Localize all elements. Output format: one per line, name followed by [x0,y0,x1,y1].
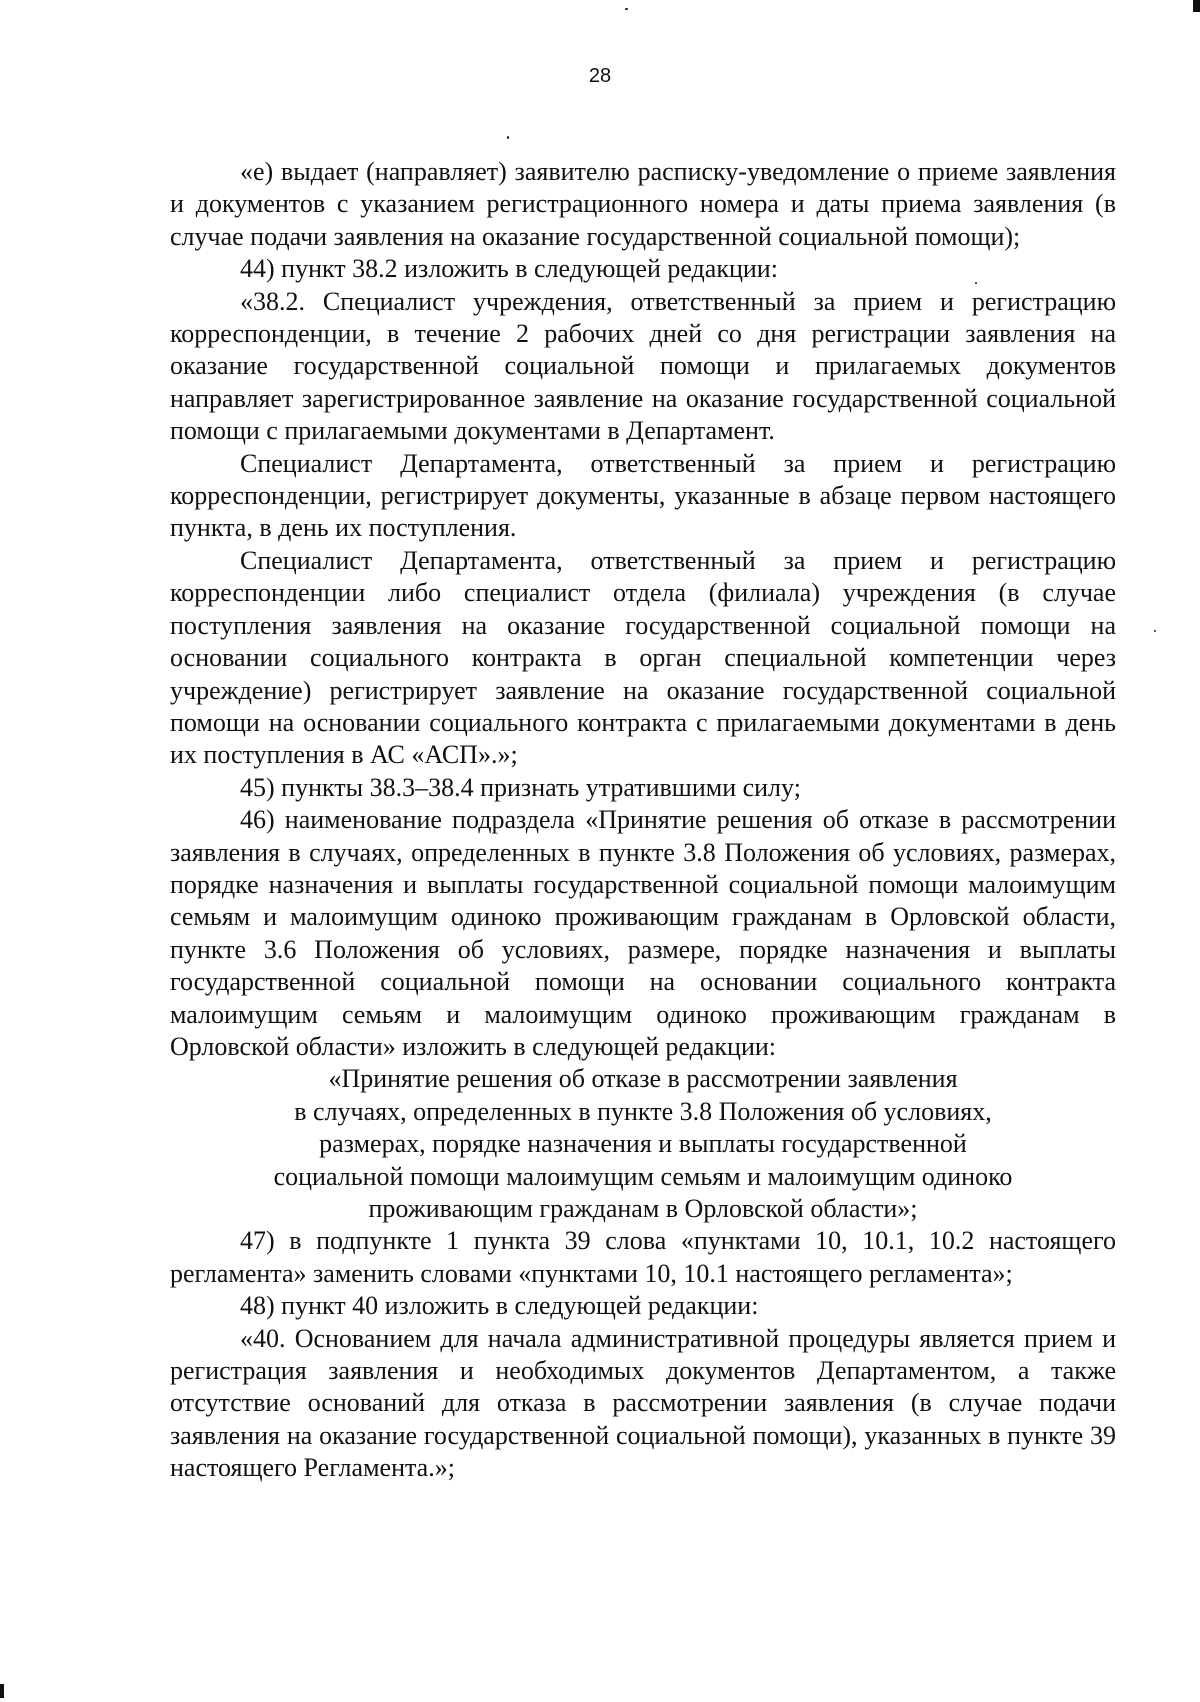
paragraph-38-2: «38.2. Специалист учреждения, ответственный за прием и регистрацию корреспонденции, в течение 2 рабочих дней со дня регистрации заявления на оказание государственной социальной помощи и прилагаемых документов направляет зарегистрированное заявление на оказание государственной социальной помощи с прилагаемыми документами в Департамент. [170,286,1116,446]
scan-speck [625,8,628,10]
paragraph-department-or-branch: Специалист Департамента, ответственный за прием и регистрацию корреспонденции либо специалист отдела (филиала) учреждения (в случае поступления заявления на оказание государственной социальной помощи на основании социального контракта в орган специальной компетенции через учреждение) регистрирует заявление на оказание государственной социальной помощи на основании социального контракта с прилагаемыми документами в день их поступления в АС «АСП».»; [170,545,1116,770]
scan-speck [507,136,509,139]
document-body [170,156,1116,1485]
subsection-heading-line: «Принятие решения об отказе в рассмотрении заявления [328,1064,958,1094]
subsection-heading-line: в случаях, определенных в пункте 3.8 Положения об условиях, [294,1096,992,1126]
paragraph-48: 48) пункт 40 изложить в следующей редакции: [240,1291,759,1321]
paragraph-department-registration: Специалист Департамента, ответственный за прием и регистрацию корреспонденции, регистрирует документы, указанные в абзаце первом настоящего пункта, в день их поступления. [170,448,1116,543]
scan-edge-mark [1193,0,1200,12]
subsection-heading-line: социальной помощи малоимущим семьям и малоимущим одиноко [273,1161,1013,1191]
paragraph-47: 47) в подпункте 1 пункта 39 слова «пунктами 10, 10.1, 10.2 настоящего регламента» заменить словами «пунктами 10, 10.1 настоящего регламента»; [170,1226,1116,1288]
scan-edge-mark [0,1684,4,1698]
paragraph-e: «е) выдает (направляет) заявителю расписку-уведомление о приеме заявления и документов с указанием регистрационного номера и даты приема заявления (в случае подачи заявления на оказание государственной социальной помощи); [170,157,1116,251]
paragraph-40: «40. Основанием для начала административной процедуры является прием и регистрация заявления и необходимых документов Департаментом, а также отсутствие оснований для отказа в рассмотрении заявления (в случае подачи заявления на оказание государственной социальной помощи), указанных в пункте 39 настоящего Регламента.»; [170,1323,1116,1483]
subsection-heading-line: размерах, порядке назначения и выплаты государственной [319,1129,967,1159]
paragraph-46: 46) наименование подраздела «Принятие решения об отказе в рассмотрении заявления в случаях, определенных в пункте 3.8 Положения об условиях, размерах, порядке назначения и выплаты государственной социальной помощи малоимущим семьям и малоимущим одиноко проживающим гражданам в Орловской области, пункте 3.6 Положения об условиях, размере, порядке назначения и выплаты государственной социальной помощи на основании социального контракта малоимущим семьям и малоимущим одиноко проживающим гражданам в Орловской области» изложить в следующей редакции: [170,805,1116,1061]
scan-speck [1154,630,1156,632]
scan-speck [975,282,977,284]
paragraph-44: 44) пункт 38.2 изложить в следующей редакции: [240,254,778,284]
paragraph-45: 45) пункты 38.3–38.4 признать утратившими силу; [240,772,801,802]
page-number: 28 [588,65,612,87]
subsection-heading-line: проживающим гражданам в Орловской области»; [368,1194,918,1223]
